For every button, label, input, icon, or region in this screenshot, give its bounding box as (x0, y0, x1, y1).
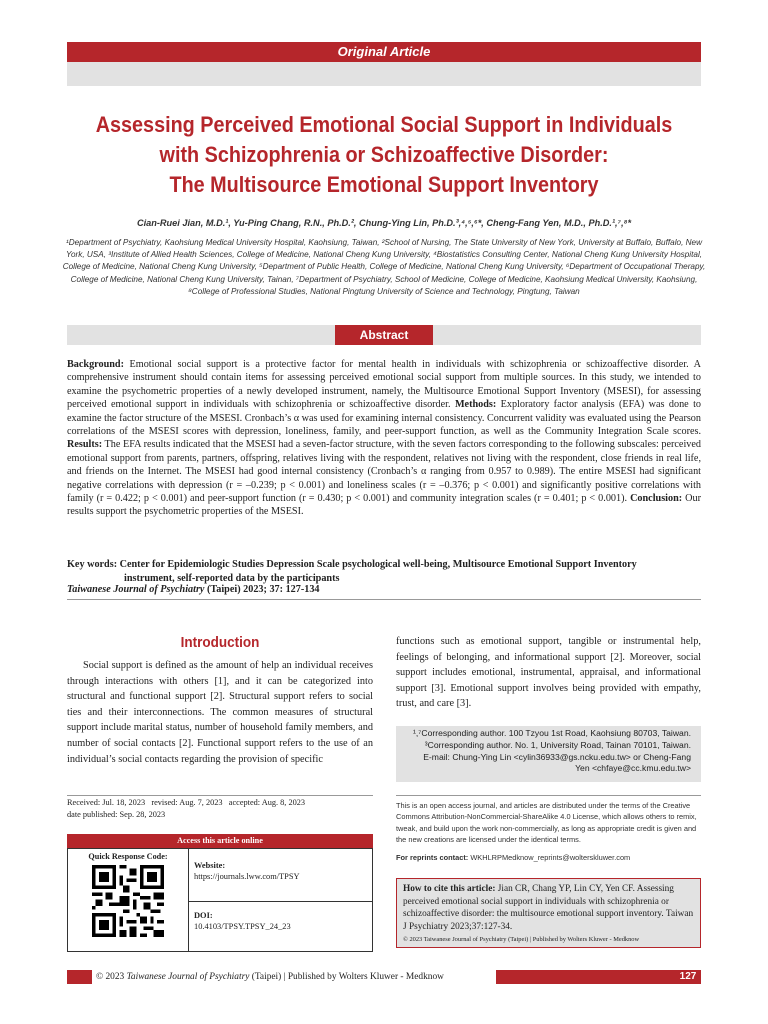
conclusion-text: Our results support the psychometric properties of the MSESI. (67, 493, 702, 518)
abstract-body (67, 358, 701, 519)
methods-label: Methods: (454, 399, 497, 411)
correspondence-box (396, 726, 701, 782)
license-text: This is an open access journal, and articles are distributed under the terms of the Creative Commons Attribution-NonCommercial-ShareAlike 4.0 License, which allows others to remix, tweak, and build upon the work non-commercially, as long as appropriate credit is given and the new creations are licensed under the identical terms. (396, 801, 697, 844)
dates-line-1: Received: Jul. 18, 2023 revised: Aug. 7, 2023 accepted: Aug. 8, 2023 (67, 798, 306, 807)
dates-line-2: date published: Sep. 28, 2023 (67, 810, 166, 819)
correspondence-line-1: ¹,⁷Corresponding author. 100 Tzyou 1st Road, Kaohsiung 80703, Taiwan. (413, 728, 691, 738)
introduction-col1: Social support is defined as the amount of help an individual receives through interactions with others [1], and it can be categorized into structural and functional support [2]. Structural support refers to social ties and their interconnections. The common measures of structural support include marital status, number of household family members, and number of social contacts [2]. Functional support refers to the use of an individual’s social contacts regarding the provision of specific (67, 660, 373, 765)
citation-box (396, 878, 701, 948)
page-footer-text (92, 970, 496, 984)
publication-dates (67, 797, 373, 821)
qr-column (68, 849, 189, 951)
title-line-3: The Multisource Emotional Support Inventory (169, 172, 599, 197)
website-label: Website: (194, 861, 226, 870)
keywords-label: Key words: (67, 559, 118, 570)
reprints-contact (396, 853, 701, 862)
title-line-1: Assessing Perceived Emotional Social Support in Individuals (95, 112, 673, 137)
results-text: The EFA results indicated that the MSESI had a seven-factor structure, with the seven factors corresponding to the following subscales: perceived emotional support from parents, partners, offspring, relatives living with the respondent, relatives not living with the respondent, close friends in real life, and friends on the Internet. The MSESI had good internal consistency (Cronbach’s α ranging from 0.957 to 0.989). The entire MSESI had significant negative correlations with depression (r = –0.239; p < 0.001) and loneliness scales (r = –0.376; p < 0.001) and significantly positive correlations with family (r = 0.422; p < 0.001) and peer-support function (r = 0.430; p < 0.001) and community integration scales (r = 0.401; p < 0.001). (67, 439, 701, 505)
footer-prefix: © 2023 (96, 972, 127, 982)
keywords (67, 558, 701, 585)
introduction-col2: functions such as emotional support, tangible or instrumental help, feelings of belonging, and informational support [2]. Moreover, social support includes emotional, instrumental, appraisal, and informational support [3]. Emotional support involves being provided with empathy, trust, and care [3]. (396, 636, 701, 710)
reprints-label: For reprints contact: (396, 853, 469, 862)
keywords-line-1: Center for Epidemiologic Studies Depression Scale psychological well-being, Multisource Emotional Support Inventory (117, 559, 637, 570)
qr-code-icon[interactable] (92, 865, 164, 937)
qr-label: Quick Response Code: (88, 852, 168, 861)
license-divider (396, 795, 701, 796)
results-label: Results: (67, 439, 103, 451)
footer-publisher: (Taipei) | Published by Wolters Kluwer - Medknow (249, 972, 444, 982)
cite-footer: © 2023 Taiwanese Journal of Psychiatry (Taipei) | Published by Wolters Kluwer - Medknow (403, 936, 640, 944)
background-label: Background: (67, 359, 124, 370)
title-line-2: with Schizophrenia or Schizoaffective Disorder: (159, 142, 609, 167)
methods-text: Exploratory factor analysis (EFA) was done to examine the factor structure of the MSESI. Cronbach’s α was used for examining internal consistency. Concurrent validity was evaluated using the Pearson correlations of the MSESI scores with depression, loneliness, family, and peer-support function, as well as the Community Integration Scale scores. (67, 399, 702, 438)
reprints-email[interactable]: WKHLRPMedknow_reprints@wolterskluwer.com (468, 853, 631, 862)
introduction-heading: Introduction (180, 634, 260, 651)
doi-link[interactable]: 10.4103/TPSY.TPSY_24_23 (194, 922, 291, 931)
affiliations: ¹Department of Psychiatry, Kaohsiung Medical University Hospital, Kaohsiung, Taiwan, ²School of Nursing, The State University of New York, University at Buffalo, Buffalo, New York, USA, ³Institute of Allied Health Sciences, College of Medicine, National Cheng Kung University, ⁴Biostatistics Consulting Center, National Cheng Kung University Hospital, College of Medicine, National Cheng Kung University, ⁵Department of Public Health, College of Medicine, National Cheng Kung University, ⁶Department of Occupational Therapy, College of Medicine, National Cheng Kung University, Tainan, ⁷Department of Psychiatry, School of Medicine, College of Medicine, Kaohsiung Medical University, Kaohsiung, ⁸College of Professional Studies, National Pingtung University of Science and Technology, Pingtung, Taiwan (62, 238, 706, 296)
page-number: 127 (679, 971, 697, 982)
section-divider (67, 599, 701, 600)
cite-text: Jian CR, Chang YP, Lin CY, Yen CF. Assessing perceived emotional social support in individuals with schizophrenia or schizoaffective disorder: the multisource emotional support inventory. Taiwan J Psychiatry 2023;37:127-34. (403, 884, 694, 932)
journal-name: Taiwanese Journal of Psychiatry (67, 584, 205, 595)
background-text: Emotional social support is a protective factor for mental health in individuals with schizophrenia or schizoaffective disorder. A comprehensive instrument should contain items for assessing perceived emotional social support from multiple sources. In this study, we intended to examine the psychometric properties of a newly developed instrument, namely, the Multisource Emotional Support Inventory (MSESI), for assessing perceived emotional support in individuals with schizophrenia or schizoaffective disorder. (67, 359, 701, 411)
correspondence-line-4: Yen <chfaye@cc.kmu.edu.tw> (575, 763, 691, 774)
dates-divider (67, 795, 373, 796)
access-online-heading: Access this article online (67, 834, 373, 848)
correspondence-line-3: E-mail: Chung-Ying Lin <cylin36933@gs.ncku.edu.tw> or Cheng-Fang (423, 751, 691, 762)
keywords-line-2: instrument, self-reported data by the participants (124, 572, 340, 584)
doi-label: DOI: (194, 911, 213, 920)
author-list: Cian-Ruei Jian, M.D.¹, Yu-Ping Chang, R.N., Ph.D.², Chung-Ying Lin, Ph.D.³,⁴,⁵,⁶*, Cheng-Fang Yen, M.D., Ph.D.¹,⁷,⁸* (136, 218, 632, 228)
article-title (74, 110, 693, 200)
journal-issue: (Taipei) 2023; 37: 127-134 (204, 584, 320, 595)
cite-label: How to cite this article: (403, 884, 496, 894)
access-online-box (67, 848, 373, 952)
header-grey-bar (67, 62, 701, 86)
access-box-divider (188, 901, 372, 902)
correspondence-line-2: ³Corresponding author. No. 1, University Road, Tainan 70101, Taiwan. (424, 739, 691, 750)
website-link[interactable]: https://journals.lww.com/TPSY (194, 872, 300, 881)
abstract-heading: Abstract (335, 325, 433, 345)
journal-reference (67, 584, 701, 595)
footer-journal: Taiwanese Journal of Psychiatry (126, 972, 250, 982)
article-type-banner: Original Article (67, 42, 701, 62)
conclusion-label: Conclusion: (630, 493, 683, 505)
